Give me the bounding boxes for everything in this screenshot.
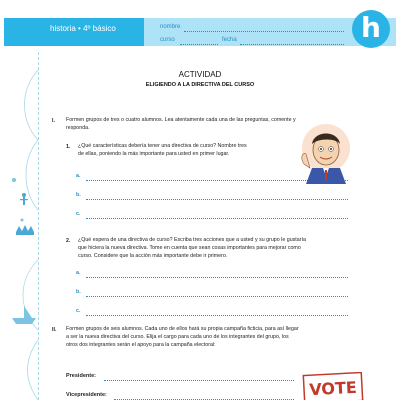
section-1-intro-line-2: responda. [66, 125, 90, 131]
vicepresident-label: Vicepresidente: [66, 392, 107, 398]
q2-answer-b-label: b. [76, 289, 81, 295]
q1-answer-b-label: b. [76, 192, 81, 198]
question-2-text [78, 236, 368, 260]
section-2-line-2: a ser la nueva directiva del curso. Elija el cargo para cada uno de los integrantes del grupo, los [66, 334, 289, 340]
section-1-intro-line-1: Formen grupos de tres o cuatro alumnos. Lea atentamente cada una de las preguntas, comente y [66, 117, 296, 123]
q1-answer-b-line[interactable] [86, 199, 348, 200]
q2-answer-a-line[interactable] [86, 277, 348, 278]
crown-icon [16, 225, 34, 235]
question-1-number: 1. [66, 144, 71, 150]
ship-icon [12, 306, 36, 324]
activity-subtitle: ELIGIENDO A LA DIRECTIVA DEL CURSO [145, 82, 255, 88]
section-2-line-1: Formen grupos de seis alumnos. Cada uno de ellos hará su propia campaña ficticia, para así llegar [66, 326, 299, 332]
section-1-numeral: I. [52, 118, 55, 124]
separator-dot: • [78, 24, 81, 33]
brand-logo: h [352, 10, 390, 48]
name-label: nombre [160, 24, 181, 30]
q1-answer-c-line[interactable] [86, 218, 348, 219]
q2-answer-c-label: c. [76, 308, 81, 314]
q1-answer-c-label: c. [76, 211, 81, 217]
vote-sign-illustration [300, 372, 368, 400]
president-label: Presidente: [66, 373, 96, 379]
president-field[interactable] [104, 380, 294, 381]
question-1-text [78, 142, 290, 158]
subject-label [50, 24, 116, 33]
question-2-line-3: curso. Considere que la acción más importante debe ir primero. [78, 253, 228, 259]
course-field[interactable] [180, 44, 218, 45]
q2-answer-b-line[interactable] [86, 296, 348, 297]
question-2-number: 2. [66, 238, 71, 244]
question-1-line-1: ¿Qué características debería tener una directiva de curso? Nombre tres [78, 143, 247, 149]
decor-dot-icon [12, 178, 16, 182]
date-label: fecha [222, 37, 237, 43]
left-decoration [0, 60, 44, 400]
question-2-line-2: que hiciera la nueva directiva. Tome en cuenta que sean cosas importantes para mejorar como [78, 245, 301, 251]
section-2-line-3: otros dos integrantes serán el apoyo para la campaña electoral: [66, 342, 216, 348]
grade-label: 4º básico [83, 24, 116, 33]
q2-answer-c-line[interactable] [86, 315, 348, 316]
section-2-numeral: II. [52, 327, 57, 333]
name-field[interactable] [184, 31, 344, 32]
subject-name: historia [50, 24, 76, 33]
activity-title: ACTIVIDAD [178, 70, 222, 79]
student-illustration [292, 124, 356, 184]
q2-answer-a-label: a. [76, 270, 81, 276]
vote-sign-text: VOTE [308, 377, 358, 400]
question-2-line-1: ¿Qué espera de una directiva de curso? Escriba tres acciones que a usted y su grupo le gustaría [78, 237, 306, 243]
date-field[interactable] [240, 44, 344, 45]
section-2-text [66, 325, 366, 349]
question-1-line-2: de ellas, poniendo la más importante para usted en primer lugar. [78, 151, 230, 157]
figure-icon [20, 193, 28, 205]
q1-answer-a-label: a. [76, 173, 81, 179]
header [0, 0, 400, 62]
course-label: curso [160, 37, 175, 43]
